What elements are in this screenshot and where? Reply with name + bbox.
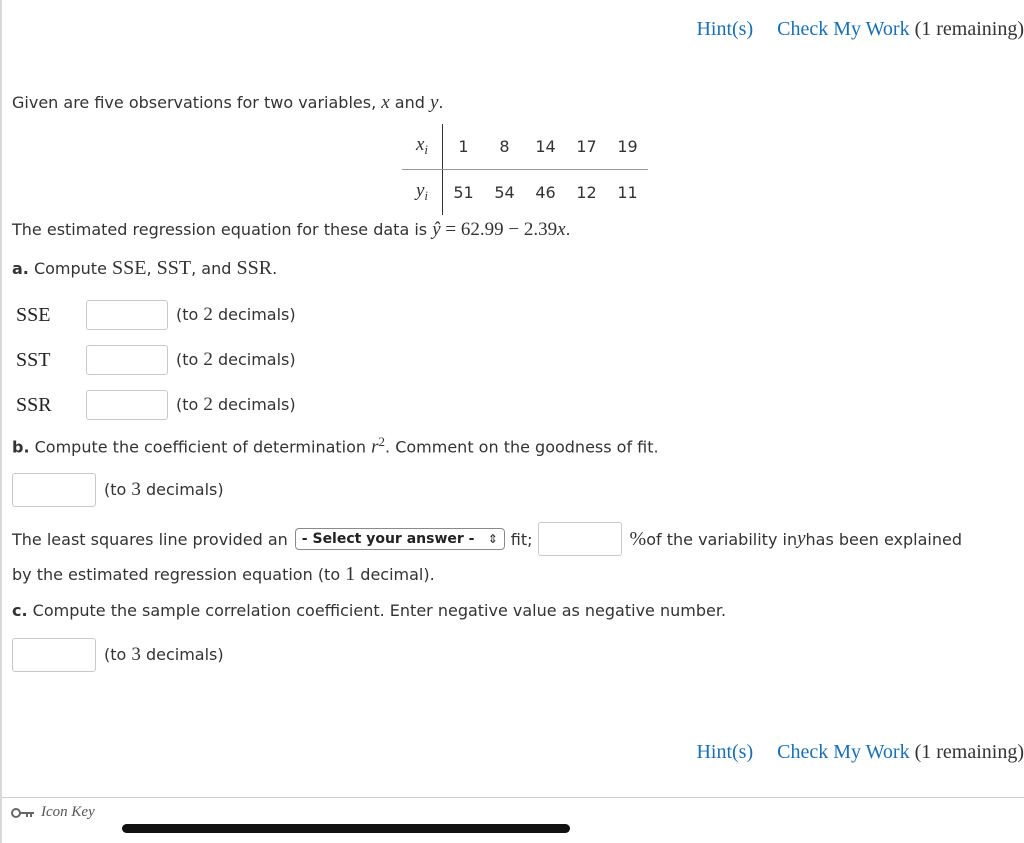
r-squared-input[interactable] — [12, 473, 96, 507]
y-value: 54 — [494, 183, 515, 202]
horizontal-scrollbar[interactable] — [122, 824, 570, 833]
part-b-prompt: b. Compute the coefficient of determination $r^2$. Comment on the goodness of fit. — [12, 434, 659, 458]
percent-explained-input[interactable] — [538, 522, 622, 556]
sse-input[interactable] — [86, 300, 168, 330]
remaining-count: (1 remaining) — [914, 18, 1024, 40]
correlation-row — [12, 638, 224, 672]
sst-row — [16, 345, 296, 375]
goodness-of-fit-continuation: by the estimated regression equation (to 1 decimal). — [12, 563, 435, 585]
sse-row — [16, 300, 296, 330]
ssr-label: SSR — [16, 393, 52, 416]
y-value: 12 — [576, 183, 597, 202]
sst-precision-note: (to 2 decimals) — [176, 349, 296, 370]
part-c-prompt: c. Compute the sample correlation coefficient. Enter negative value as negative number. — [12, 601, 727, 620]
regression-equation: The estimated regression equation for these data is ŷ = 62.99 − 2.39x. — [12, 219, 571, 240]
key-icon — [10, 807, 36, 819]
sst-input[interactable] — [86, 345, 168, 375]
y-value: 46 — [535, 183, 556, 202]
observation-table — [402, 124, 648, 215]
ssr-row — [16, 390, 296, 420]
intro-text: Given are five observations for two variables, x and y. — [12, 92, 444, 113]
ssr-precision-note: (to 2 decimals) — [176, 394, 296, 415]
r-squared-precision-note: (to 3 decimals) — [104, 479, 224, 500]
sse-precision-note: (to 2 decimals) — [176, 304, 296, 325]
x-row — [402, 124, 648, 170]
hints-link-bottom[interactable]: Hint(s) — [696, 741, 754, 763]
hints-link[interactable]: Hint(s) — [696, 18, 754, 40]
check-my-work-link[interactable]: Check My Work — [777, 18, 910, 40]
y-value: 51 — [453, 183, 474, 202]
correlation-precision-note: (to 3 decimals) — [104, 644, 224, 665]
correlation-input[interactable] — [12, 638, 96, 672]
sst-label: SST — [16, 348, 51, 371]
top-action-bar — [696, 18, 1024, 41]
icon-key-button[interactable]: Icon Key — [10, 804, 95, 821]
var-y: y — [429, 92, 439, 113]
ssr-input[interactable] — [86, 390, 168, 420]
sse-label: SSE — [16, 303, 51, 326]
x-value: 19 — [607, 124, 648, 170]
footer-divider — [2, 797, 1024, 798]
check-my-work-link-bottom[interactable]: Check My Work — [777, 741, 910, 763]
x-value: 14 — [525, 124, 566, 170]
remaining-count-bottom: (1 remaining) — [914, 741, 1024, 763]
r-squared-row — [12, 473, 224, 507]
y-value: 11 — [617, 183, 638, 202]
y-row — [402, 170, 648, 216]
bottom-action-bar — [696, 741, 1024, 764]
part-a-prompt: a. Compute SSE, SST, and SSR. — [12, 257, 278, 279]
goodness-of-fit-sentence: The least squares line provided an - Select your answer - ⇕ fit; % of the variability in y has been explained — [12, 522, 962, 556]
x-value: 1 — [443, 124, 485, 170]
chevron-updown-icon: ⇕ — [487, 532, 498, 546]
x-value: 8 — [484, 124, 525, 170]
left-border — [0, 0, 2, 843]
x-value: 17 — [566, 124, 607, 170]
percent-sign: % — [629, 527, 647, 550]
fit-quality-select[interactable]: - Select your answer - ⇕ — [295, 528, 505, 550]
y-header: $y_i$ — [402, 170, 443, 216]
x-header: $x_i$ — [402, 124, 443, 170]
var-x: x — [381, 92, 390, 113]
